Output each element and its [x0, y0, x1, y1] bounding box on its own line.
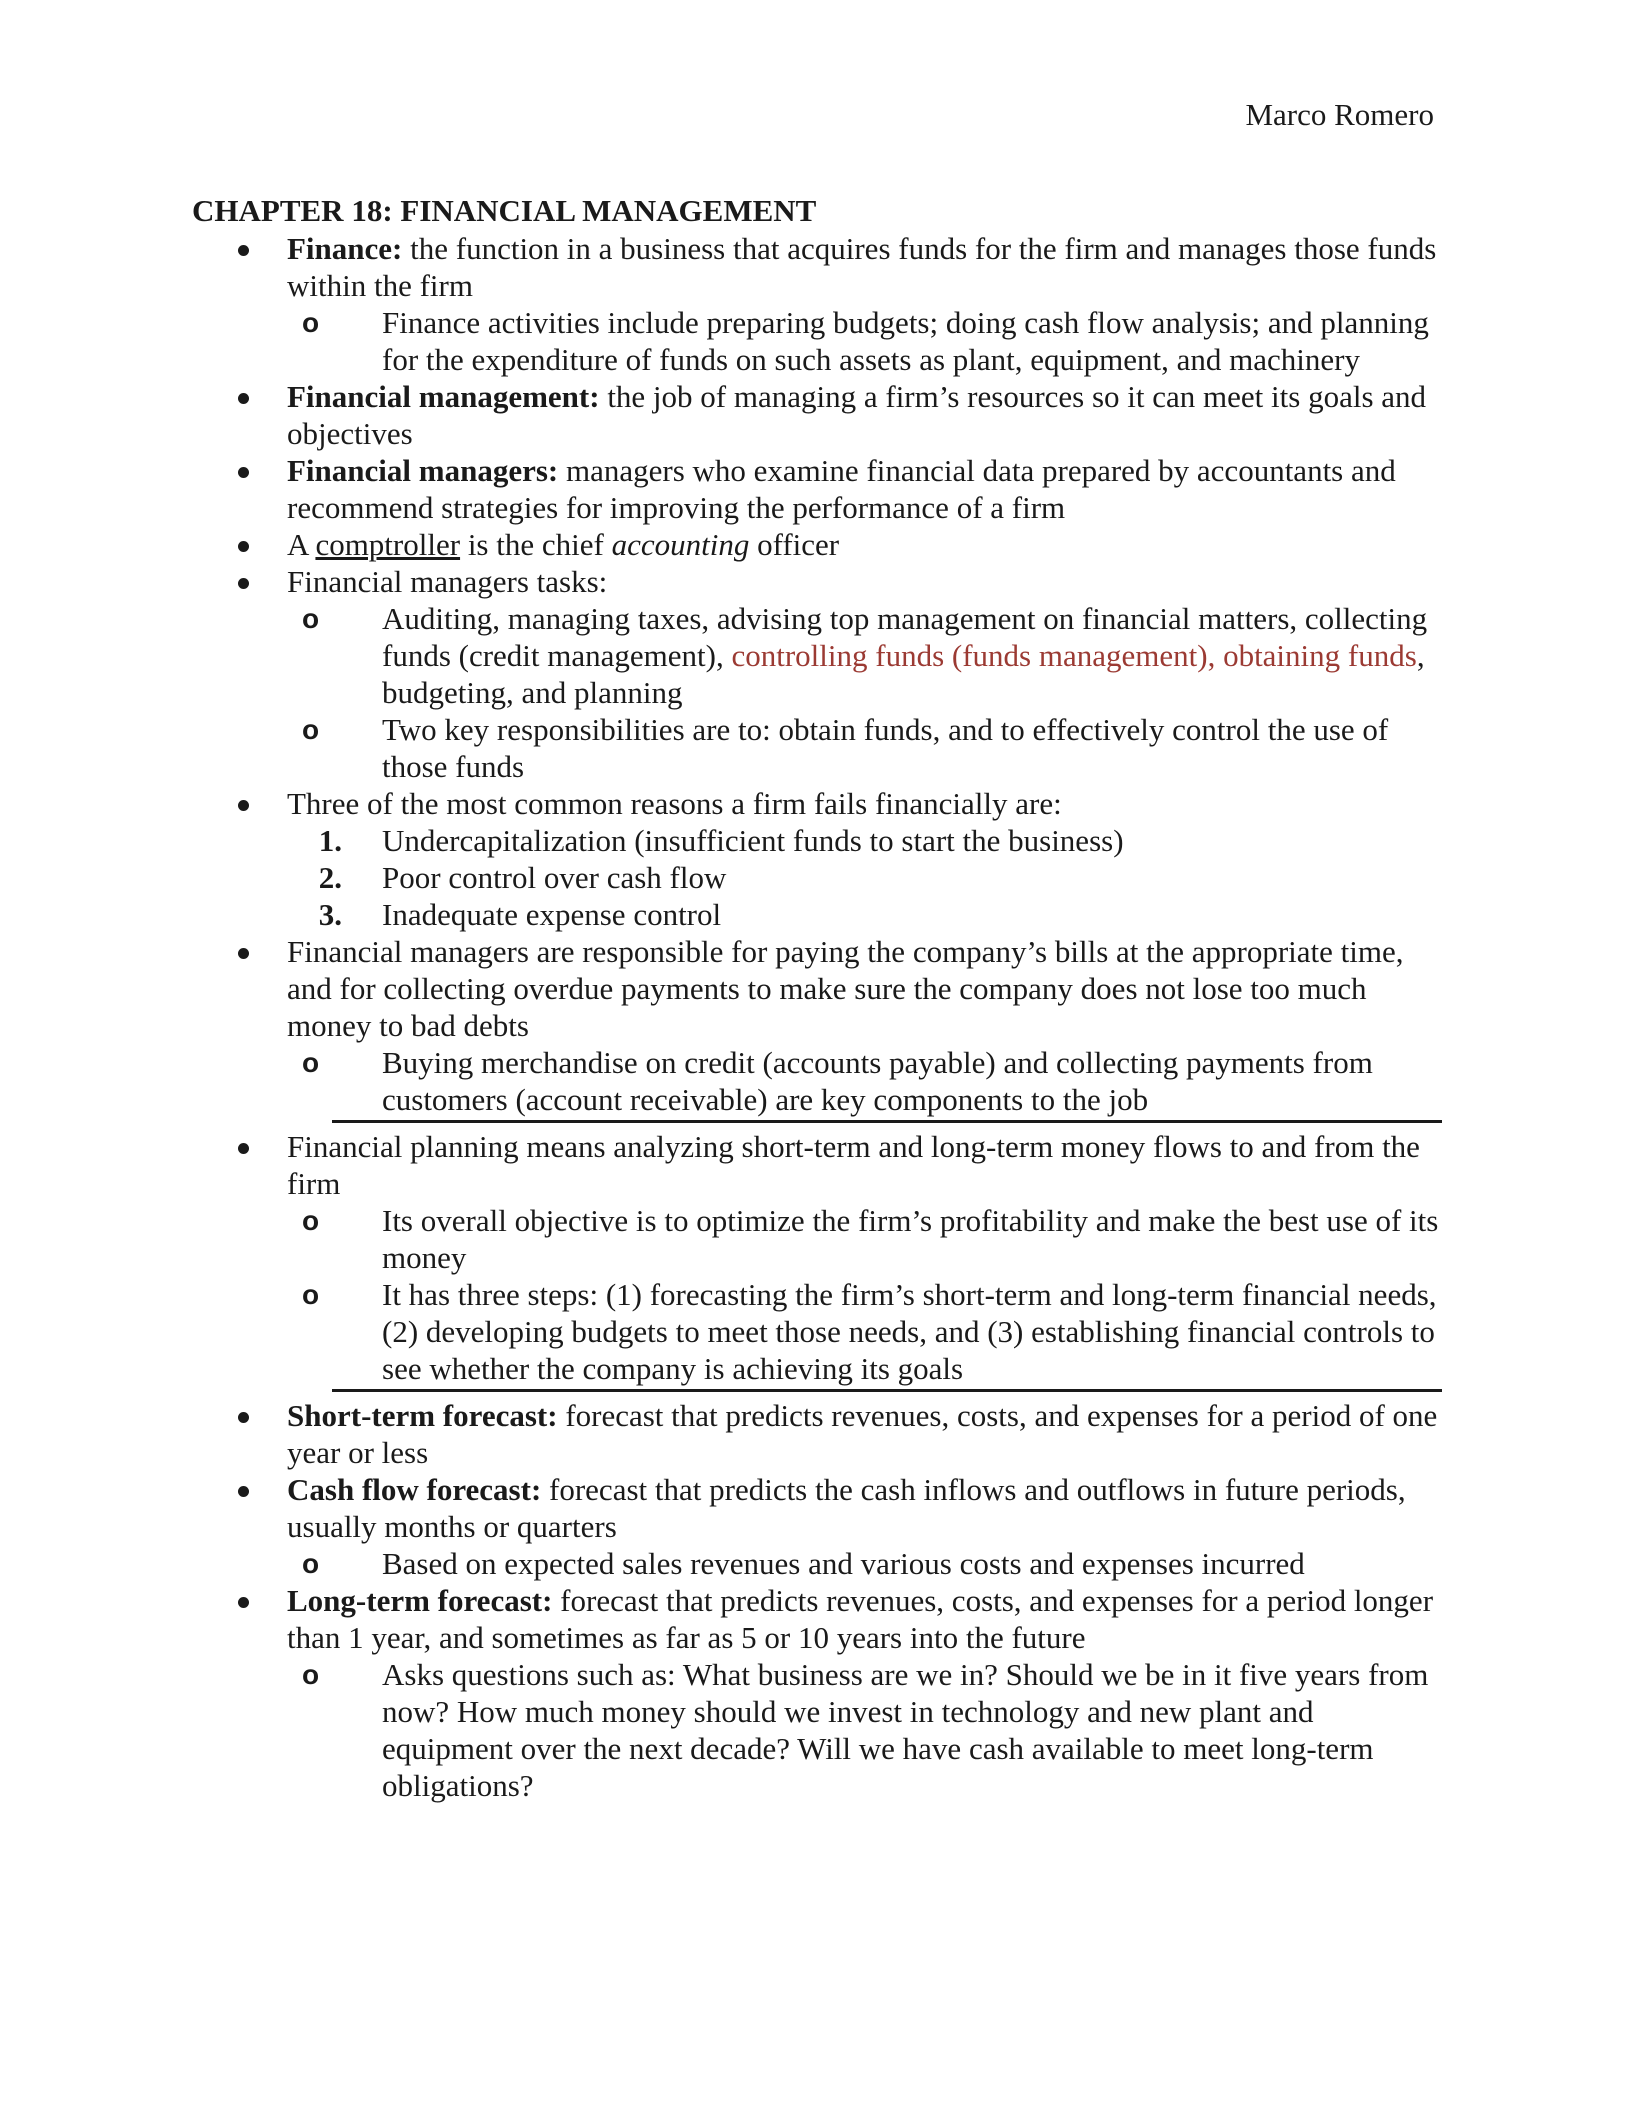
sub-item	[287, 1656, 1442, 1804]
definition: forecast that predicts the cash inflows and outflows in future periods, usually months or quarters	[287, 1472, 1406, 1544]
author-name: Marco Romero	[1245, 97, 1434, 132]
sub-item-text: Based on expected sales revenues and various costs and expenses incurred	[382, 1546, 1305, 1581]
list-item-financial-management	[192, 378, 1442, 452]
circle-bullet-icon: o	[302, 603, 320, 634]
sub-list	[287, 1202, 1442, 1387]
definition: the job of managing a firm’s resources so it can meet its goals and objectives	[287, 379, 1427, 451]
chapter-title: CHAPTER 18: FINANCIAL MANAGEMENT	[192, 193, 817, 228]
circle-bullet-icon: o	[302, 1548, 320, 1579]
sub-item	[287, 1545, 1442, 1582]
circle-bullet-icon: o	[302, 307, 320, 338]
item-text: Poor control over cash flow	[382, 860, 727, 895]
underlined-term: comptroller	[315, 527, 461, 562]
term: Cash flow forecast:	[287, 1472, 542, 1507]
sub-item	[287, 304, 1442, 378]
bullet-icon	[238, 245, 249, 256]
circle-bullet-icon: o	[302, 1659, 320, 1690]
bullet-icon	[238, 1597, 249, 1608]
divider-line	[332, 1120, 1442, 1123]
sub-item	[287, 711, 1442, 785]
sub-item-text: Two key responsibilities are to: obtain funds, and to effectively control the use of those funds	[382, 712, 1389, 784]
definition: forecast that predicts revenues, costs, and expenses for a period longer than 1 year, and sometimes as far as 5 or 10 years into the future	[287, 1583, 1434, 1655]
numbered-list	[287, 822, 1442, 933]
bullet-icon	[238, 800, 249, 811]
sub-item-text: Buying merchandise on credit (accounts payable) and collecting payments from customers (account receivable) are key components to the job	[382, 1045, 1373, 1117]
term: Financial managers:	[287, 453, 559, 488]
sub-item-text: Asks questions such as: What business are we in? Should we be in it five years from now? How much money should we invest in technology and new plant and equipment over the next decade? Will we have cash available to meet long-term obligations?	[382, 1657, 1429, 1803]
bullet-icon	[238, 393, 249, 404]
bullet-icon	[238, 467, 249, 478]
term: Finance:	[287, 231, 403, 266]
bullet-icon	[238, 1486, 249, 1497]
sub-item-text: Finance activities include preparing budgets; doing cash flow analysis; and planning for the expenditure of funds on such assets as plant, equipment, and machinery	[382, 305, 1429, 377]
sub-item	[287, 1044, 1442, 1118]
main-list	[192, 230, 1442, 1118]
sub-item	[287, 1276, 1442, 1387]
sub-item-text: , budgeting, and planning	[382, 638, 1425, 710]
highlighted-text: controlling funds (funds management), obtaining funds	[731, 638, 1417, 673]
term: Financial management:	[287, 379, 600, 414]
bullet-icon	[238, 1412, 249, 1423]
sub-item-text: It has three steps: (1) forecasting the firm’s short-term and long-term financial needs, (2) developing budgets to meet those needs, and (3) establishing financial controls to see whether the company is achieving its goals	[382, 1277, 1437, 1386]
sub-item-text: Auditing, managing taxes, advising top management on financial matters, collecting funds (credit management),	[382, 601, 1428, 673]
bullet-icon	[238, 948, 249, 959]
list-item-fails	[192, 785, 1442, 933]
sub-list	[287, 1545, 1442, 1582]
item-text: Inadequate expense control	[382, 897, 722, 932]
sub-list	[287, 1656, 1442, 1804]
item-number: 3.	[318, 897, 342, 932]
definition: the function in a business that acquires funds for the firm and manages those funds within the firm	[287, 231, 1437, 303]
italic-term: accounting	[611, 527, 750, 562]
list-item-financial-planning	[192, 1128, 1442, 1387]
circle-bullet-icon: o	[302, 1279, 320, 1310]
item-text: Undercapitalization (insufficient funds to start the business)	[382, 823, 1124, 858]
sub-list	[287, 1044, 1442, 1118]
item-number: 1.	[318, 823, 342, 858]
definition: managers who examine financial data prepared by accountants and recommend strategies for improving the performance of a firm	[287, 453, 1396, 525]
list-item-short-term-forecast	[192, 1397, 1442, 1471]
list-item-bills	[192, 933, 1442, 1118]
numbered-item	[287, 822, 1442, 859]
circle-bullet-icon: o	[302, 1205, 320, 1236]
notes-content	[192, 192, 1442, 1804]
term: Long-term forecast:	[287, 1583, 553, 1618]
main-list	[192, 1128, 1442, 1387]
circle-bullet-icon: o	[302, 1047, 320, 1078]
bullet-icon	[238, 578, 249, 589]
circle-bullet-icon: o	[302, 714, 320, 745]
list-item-tasks	[192, 563, 1442, 785]
text: Financial planning means analyzing short-term and long-term money flows to and from the firm	[287, 1129, 1420, 1201]
numbered-item	[287, 896, 1442, 933]
list-item-financial-managers	[192, 452, 1442, 526]
sub-item-text: Its overall objective is to optimize the firm’s profitability and make the best use of its money	[382, 1203, 1439, 1275]
list-item-cash-flow-forecast	[192, 1471, 1442, 1582]
sub-item	[287, 1202, 1442, 1276]
text: A	[287, 527, 316, 562]
text: is the chief	[460, 527, 612, 562]
sub-list	[287, 304, 1442, 378]
term: Short-term forecast:	[287, 1398, 558, 1433]
sub-item	[287, 600, 1442, 711]
text: Three of the most common reasons a firm fails financially are:	[287, 786, 1062, 821]
definition: forecast that predicts revenues, costs, and expenses for a period of one year or less	[287, 1398, 1438, 1470]
list-item-comptroller	[192, 526, 1442, 563]
numbered-item	[287, 859, 1442, 896]
text: Financial managers are responsible for paying the company’s bills at the appropriate time, and for collecting overdue payments to make sure the company does not lose too much money to bad debts	[287, 934, 1404, 1043]
list-item-long-term-forecast	[192, 1582, 1442, 1804]
text: Financial managers tasks:	[287, 564, 608, 599]
divider-line	[332, 1389, 1442, 1392]
bullet-icon	[238, 1143, 249, 1154]
list-item-finance	[192, 230, 1442, 378]
bullet-icon	[238, 541, 249, 552]
item-number: 2.	[318, 860, 342, 895]
main-list	[192, 1397, 1442, 1804]
sub-list	[287, 600, 1442, 785]
text: officer	[749, 527, 840, 562]
